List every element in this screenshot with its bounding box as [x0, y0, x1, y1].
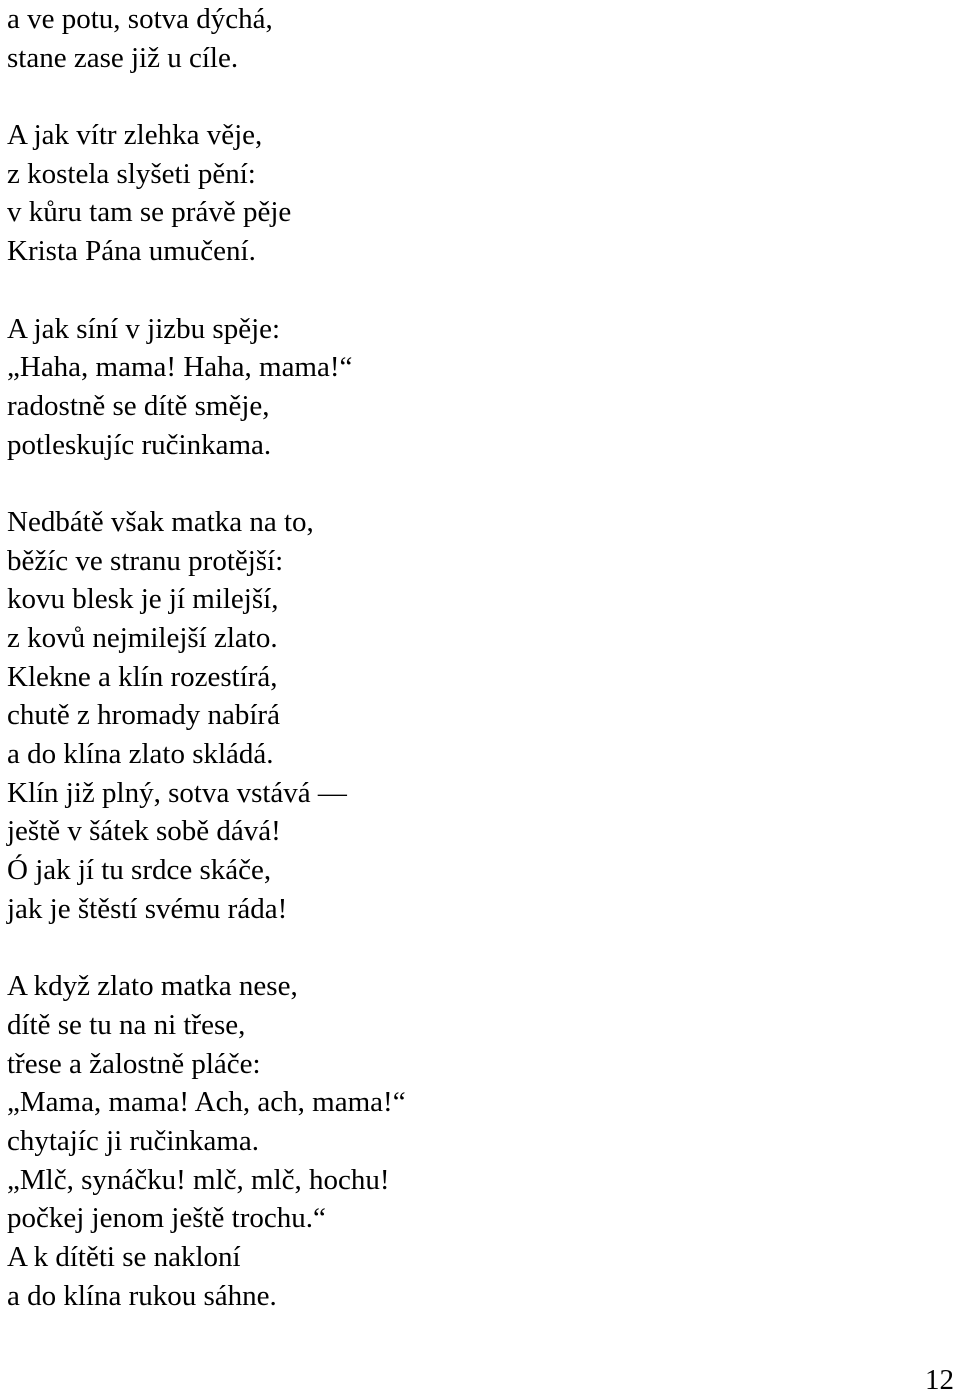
stanza: [7, 967, 947, 1315]
poem-line: A když zlato matka nese,: [7, 970, 298, 1003]
poem-line: „Mlč, synáčku! mlč, mlč, hochu!: [7, 1163, 390, 1196]
poem-line: počkej jenom ještě trochu.“: [7, 1202, 326, 1235]
poem-line: a ve potu, sotva dýchá,: [7, 3, 273, 35]
poem-line: a do klína rukou sáhne.: [7, 1279, 277, 1312]
poem-line: v kůru tam se právě pěje: [7, 196, 292, 229]
poem-line: potleskujíc ručinkama.: [7, 428, 272, 461]
poem-line: dítě se tu na ni třese,: [7, 1008, 246, 1041]
poem-line: Klekne a klín rozestírá,: [7, 660, 278, 693]
poem-line: třese a žalostně pláče:: [7, 1047, 261, 1080]
poem-line: běžíc ve stranu protější:: [7, 544, 284, 577]
stanza: [7, 116, 947, 271]
poem-line: z kostela slyšeti pění:: [7, 157, 256, 190]
poem-line: „Mama, mama! Ach, ach, mama!“: [7, 1086, 406, 1119]
stanza: [7, 503, 947, 929]
poem-line: kovu blesk je jí milejší,: [7, 583, 279, 616]
poem-line: A jak síní v jizbu spěje:: [7, 312, 281, 345]
stanza-gap: [7, 271, 947, 310]
stanza-gap: [7, 929, 947, 968]
poem-line: Ó jak jí tu srdce skáče,: [7, 854, 272, 887]
poem-line: ještě v šátek sobě dává!: [7, 815, 281, 848]
poem-line: A jak vítr zlehka věje,: [7, 119, 263, 152]
stanza: [7, 310, 947, 465]
poem-line: A k dítěti se nakloní: [7, 1241, 241, 1273]
poem-line: a do klína zlato skládá.: [7, 738, 274, 771]
poem-line: z kovů nejmilejší zlato.: [7, 622, 278, 654]
poem-text: [7, 0, 947, 1315]
page-number: 12: [925, 1364, 954, 1396]
poem-line: chytajíc ji ručinkama.: [7, 1124, 260, 1157]
poem-line: Krista Pána umučení.: [7, 235, 256, 268]
poem-line: Nedbátě však matka na to,: [7, 505, 314, 538]
poem-line: stane zase již u cíle.: [7, 41, 239, 74]
stanza: [7, 0, 947, 77]
poem-line: Klín již plný, sotva vstává —: [7, 776, 347, 809]
poem-line: jak je štěstí svému ráda!: [7, 892, 288, 925]
poem-line: „Haha, mama! Haha, mama!“: [7, 351, 353, 384]
poem-line: chutě z hromady nabírá: [7, 699, 280, 732]
stanza-gap: [7, 77, 947, 116]
poem-line: radostně se dítě směje,: [7, 389, 270, 422]
stanza-gap: [7, 464, 947, 503]
